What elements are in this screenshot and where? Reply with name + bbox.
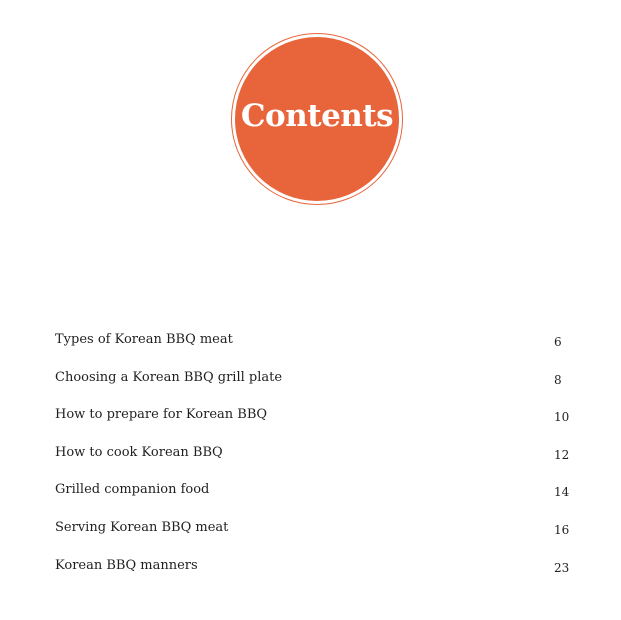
toc-entry-title[interactable]: Types of Korean BBQ meat — [55, 332, 233, 347]
toc-entry-page-number: 6 — [554, 335, 562, 349]
toc-entry[interactable] — [55, 518, 575, 556]
toc-entry[interactable] — [55, 443, 575, 481]
toc-entry[interactable] — [55, 480, 575, 518]
contents-badge — [235, 37, 399, 201]
page-title: Contents — [240, 98, 394, 134]
toc-entry[interactable] — [55, 330, 575, 368]
toc-entry-title[interactable]: Korean BBQ manners — [55, 557, 198, 573]
toc-entry-page-number: 8 — [554, 372, 562, 387]
toc-entry-page-number: 14 — [554, 485, 570, 500]
toc-entry[interactable] — [55, 368, 575, 406]
toc-entry-title[interactable]: How to cook Korean BBQ — [55, 444, 223, 460]
toc-entry-title[interactable]: Serving Korean BBQ meat — [55, 519, 229, 535]
toc-entry-page-number: 16 — [554, 522, 570, 537]
toc-entry-page-number: 12 — [554, 447, 570, 462]
toc-entry-page-number: 10 — [554, 410, 570, 425]
toc-entry-title[interactable]: Grilled companion food — [55, 482, 210, 498]
toc-entry-page-number: 23 — [554, 560, 570, 575]
table-of-contents — [55, 330, 575, 593]
toc-entry[interactable] — [55, 405, 575, 443]
toc-entry-title[interactable]: Choosing a Korean BBQ grill plate — [55, 369, 283, 385]
toc-entry[interactable] — [55, 556, 575, 594]
toc-entry-title[interactable]: How to prepare for Korean BBQ — [55, 407, 268, 423]
